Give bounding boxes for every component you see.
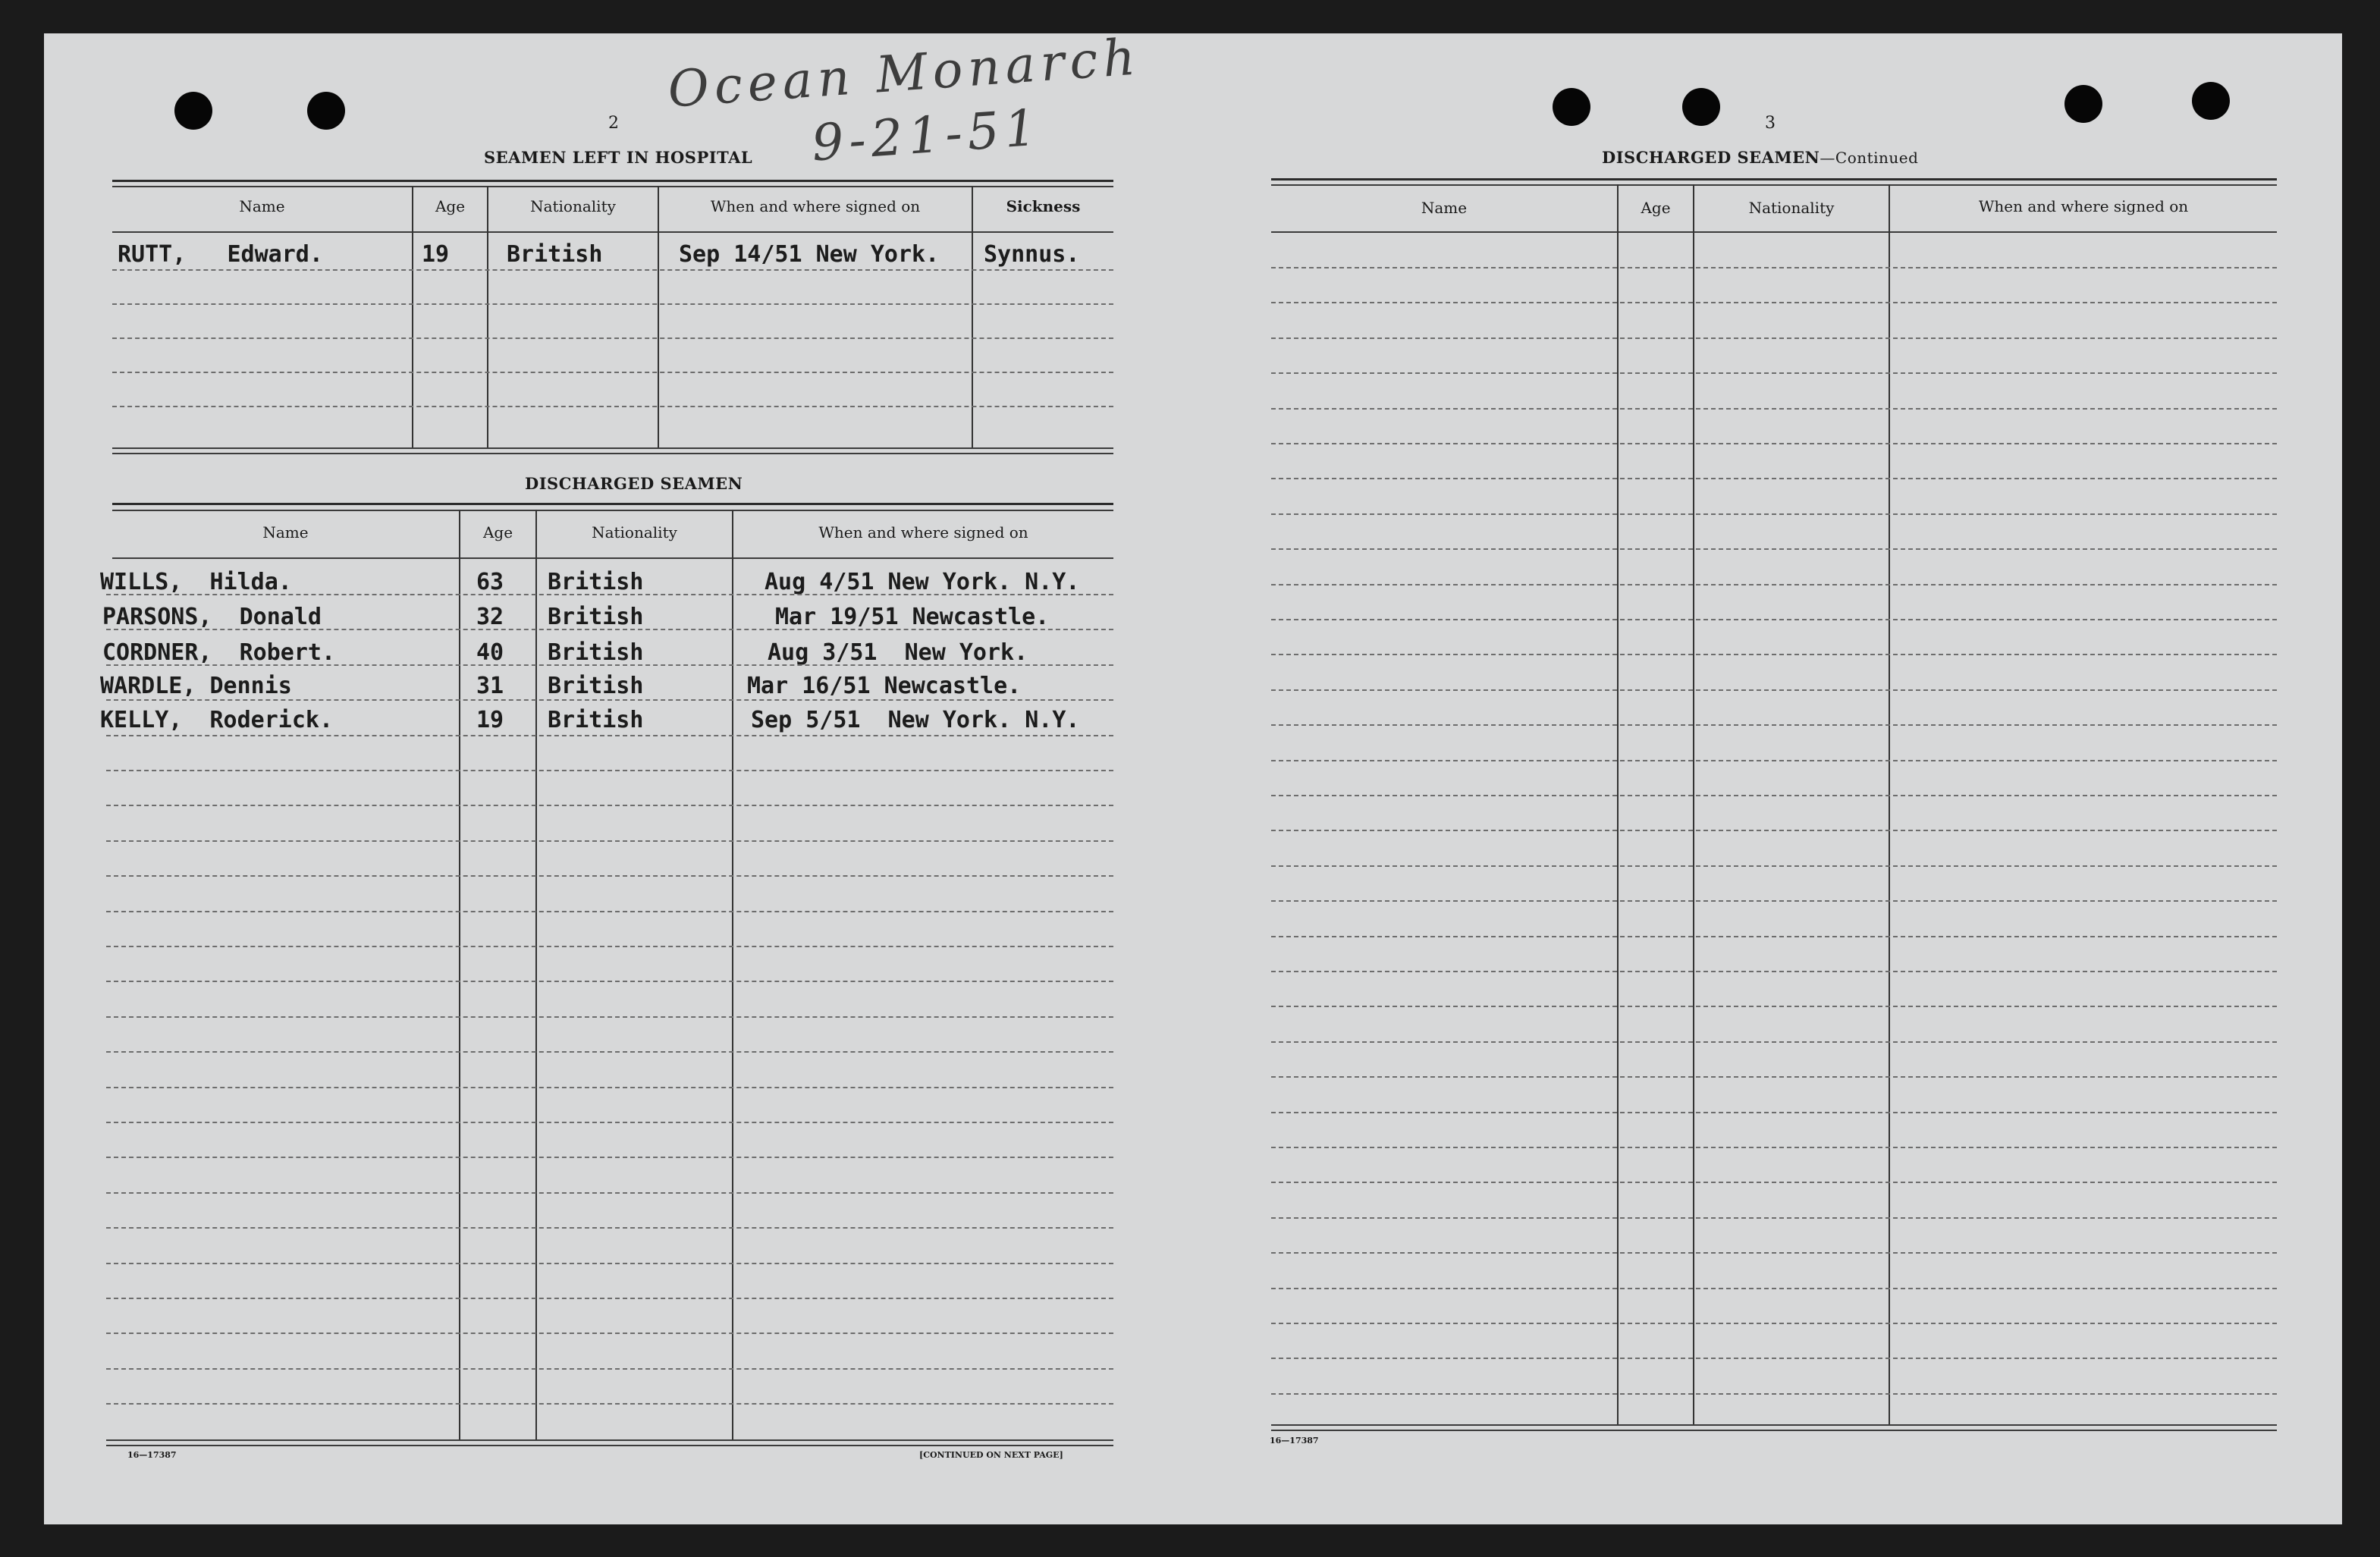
hospital-sickness-cell: Synnus. [984, 241, 1080, 268]
hospital-section-title: SEAMEN LEFT IN HOSPITAL [484, 148, 753, 167]
discharged-age-cell: 32 [476, 604, 504, 630]
row-line [106, 805, 1113, 806]
discharged-section-title: DISCHARGED SEAMEN [525, 474, 743, 493]
punch-hole [307, 92, 345, 130]
discharged-signed-on-cell: Mar 16/51 Newcastle. [747, 673, 1022, 699]
discharged-name-cell: WARDLE, Dennis [100, 673, 292, 699]
column-divider [487, 186, 488, 447]
left-page-number: 2 [608, 114, 619, 133]
discharged-age-cell: 63 [476, 569, 504, 595]
row-line [106, 1333, 1113, 1334]
row-line [1271, 1006, 2277, 1007]
column-divider [412, 186, 413, 447]
row-line [106, 594, 1113, 595]
row-line [1271, 443, 2277, 444]
row-line [1271, 654, 2277, 655]
row-line [1271, 1147, 2277, 1148]
row-line [1271, 865, 2277, 867]
row-line [106, 1122, 1113, 1123]
row-line [1271, 1076, 2277, 1078]
row-line [1271, 408, 2277, 410]
row-line [1271, 1288, 2277, 1289]
table-rule [112, 510, 1113, 511]
discharged-name-cell: WILLS, Hilda. [100, 569, 292, 595]
punch-hole [1682, 88, 1720, 126]
row-line [106, 1051, 1113, 1053]
discharged-signed-on-cell: Aug 4/51 New York. N.Y. [765, 569, 1080, 595]
column-divider [1889, 184, 1890, 1425]
row-line [1271, 971, 2277, 972]
row-line [1271, 1041, 2277, 1043]
column-header-sickness: Sickness [1006, 197, 1081, 215]
row-line [106, 1403, 1113, 1405]
handwritten-date: 9-21-51 [809, 98, 1044, 173]
row-line [112, 406, 1113, 407]
row-line [106, 664, 1113, 666]
row-line [1271, 1393, 2277, 1395]
row-line [1271, 936, 2277, 937]
table-rule [112, 231, 1113, 233]
punch-hole [2064, 85, 2102, 123]
discharged-age-cell: 31 [476, 673, 504, 699]
row-line [106, 1263, 1113, 1264]
column-divider [459, 510, 460, 1439]
column-divider [1693, 184, 1694, 1425]
row-line [106, 1368, 1113, 1370]
discharged-continued-title [1602, 148, 1918, 167]
row-line [1271, 513, 2277, 515]
row-line [1271, 900, 2277, 902]
table-rule [1271, 178, 2277, 180]
column-header-nationality: Nationality [592, 523, 677, 541]
left-form-number: 16—17387 [127, 1450, 177, 1460]
table-rule [112, 453, 1113, 454]
discharged-age-cell: 40 [476, 639, 504, 666]
row-line [106, 840, 1113, 842]
row-line [106, 699, 1113, 701]
row-line [106, 1192, 1113, 1194]
discharged-signed-on-cell: Aug 3/51 New York. [768, 639, 1028, 666]
row-line [1271, 1182, 2277, 1183]
right-form-number: 16—17387 [1270, 1436, 1319, 1446]
row-line [112, 269, 1113, 271]
punch-hole [174, 92, 212, 130]
hospital-age-cell: 19 [422, 241, 450, 268]
row-line [1271, 1323, 2277, 1324]
document-sheet [44, 33, 2342, 1524]
hospital-name-cell: RUTT, Edward. [118, 241, 323, 268]
row-line [112, 337, 1113, 339]
row-line [106, 1157, 1113, 1158]
row-line [1271, 337, 2277, 339]
discharged-name-cell: KELLY, Roderick. [100, 707, 334, 733]
row-line [1271, 760, 2277, 761]
column-divider [658, 186, 659, 447]
continued-note: [CONTINUED ON NEXT PAGE] [919, 1450, 1063, 1460]
row-line [106, 1087, 1113, 1088]
discharged-nationality-cell: British [548, 604, 644, 630]
table-rule [112, 186, 1113, 187]
discharged-signed-on-cell: Mar 19/51 Newcastle. [775, 604, 1050, 630]
punch-hole [2192, 82, 2230, 120]
table-rule [112, 180, 1113, 182]
row-line [1271, 1252, 2277, 1254]
column-header-nationality: Nationality [530, 197, 616, 215]
column-divider [535, 510, 537, 1439]
row-line [106, 770, 1113, 771]
row-line [1271, 795, 2277, 796]
table-rule [112, 503, 1113, 505]
column-divider [1617, 184, 1619, 1425]
column-header-signed-on: When and where signed on [818, 523, 1028, 541]
discharged-name-cell: CORDNER, Robert. [102, 639, 336, 666]
row-line [1271, 372, 2277, 374]
column-divider [732, 510, 733, 1439]
hospital-nationality-cell: British [507, 241, 603, 268]
row-line [1271, 619, 2277, 620]
row-line [106, 1298, 1113, 1299]
column-header-nationality: Nationality [1748, 199, 1835, 217]
row-line [1271, 302, 2277, 303]
table-rule [106, 1445, 1113, 1446]
discharged-name-cell: PARSONS, Donald [102, 604, 322, 630]
table-rule [106, 1439, 1113, 1441]
row-line [106, 735, 1113, 736]
table-rule [112, 447, 1113, 449]
hospital-signed-on-cell: Sep 14/51 New York. [679, 241, 940, 268]
row-line [106, 629, 1113, 630]
table-rule [112, 557, 1113, 559]
discharged-nationality-cell: British [548, 569, 644, 595]
discharged-nationality-cell: British [548, 707, 644, 733]
discharged-signed-on-cell: Sep 5/51 New York. N.Y. [751, 707, 1080, 733]
title-suffix: —Continued [1820, 149, 1919, 167]
table-rule [1271, 184, 2277, 186]
row-line [1271, 689, 2277, 691]
row-line [1271, 1217, 2277, 1219]
handwritten-ship-name: Ocean Monarch [666, 27, 1143, 119]
row-line [1271, 724, 2277, 726]
row-line [1271, 1112, 2277, 1113]
row-line [1271, 478, 2277, 479]
column-header-name: Name [239, 197, 285, 215]
row-line [112, 372, 1113, 373]
row-line [106, 1016, 1113, 1018]
column-header-age: Age [482, 523, 513, 541]
punch-hole [1553, 88, 1590, 126]
column-divider [972, 186, 973, 447]
table-rule [1271, 1424, 2277, 1426]
row-line [1271, 830, 2277, 831]
right-page-number: 3 [1765, 114, 1776, 133]
row-line [106, 875, 1113, 877]
discharged-nationality-cell: British [548, 673, 644, 699]
row-line [1271, 267, 2277, 268]
discharged-nationality-cell: British [548, 639, 644, 666]
column-header-name: Name [262, 523, 309, 541]
column-header-age: Age [1641, 199, 1671, 217]
row-line [106, 981, 1113, 982]
row-line [106, 1227, 1113, 1229]
row-line [106, 911, 1113, 912]
row-line [1271, 584, 2277, 585]
column-header-age: Age [435, 197, 466, 215]
title-main: DISCHARGED SEAMEN [1602, 148, 1820, 167]
column-header-name: Name [1421, 199, 1468, 217]
table-rule [1271, 1430, 2277, 1431]
row-line [1271, 548, 2277, 550]
discharged-age-cell: 19 [476, 707, 504, 733]
column-header-signed-on: When and where signed on [710, 197, 921, 215]
row-line [106, 946, 1113, 947]
column-header-signed-on: When and where signed on [1978, 197, 2189, 215]
table-rule [1271, 231, 2277, 233]
row-line [112, 303, 1113, 305]
row-line [1271, 1358, 2277, 1359]
